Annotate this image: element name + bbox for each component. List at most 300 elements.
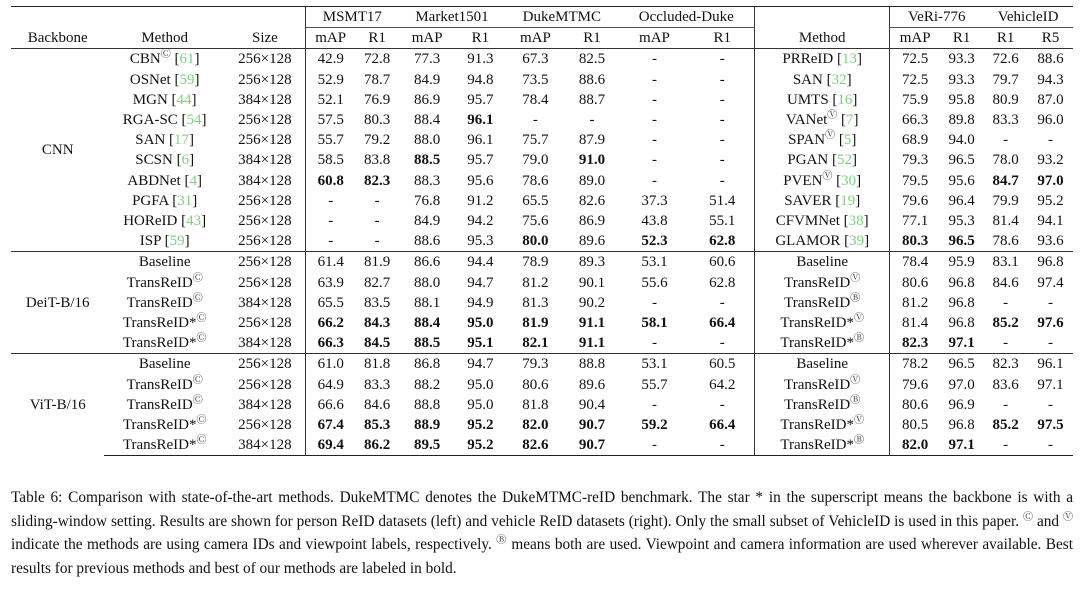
value-cell: 95.1 bbox=[467, 335, 494, 352]
table-row bbox=[11, 49, 1073, 70]
value-cell: 75.7 bbox=[522, 132, 549, 149]
value-cell: 55.7 bbox=[641, 376, 668, 393]
vehicle-value-cell: 85.2 bbox=[992, 315, 1019, 332]
value-cell: 79.3 bbox=[505, 354, 565, 375]
value-cell: 86.8 bbox=[399, 354, 456, 375]
metric-header: mAP bbox=[505, 28, 565, 49]
value-cell: 95.0 bbox=[467, 315, 494, 332]
method-cell bbox=[104, 395, 224, 415]
value-cell: 88.6 bbox=[414, 233, 441, 250]
method-name: HOReID bbox=[123, 213, 178, 230]
value-cell: - bbox=[691, 171, 755, 191]
vehicle-method-name: TransReID* bbox=[780, 315, 855, 332]
value-cell: - bbox=[651, 152, 657, 169]
vehicle-value-cell: 96.5 bbox=[948, 152, 975, 169]
vehicle-value-cell: 84.7 bbox=[992, 172, 1019, 189]
vehicle-method-name: TransReID bbox=[784, 376, 851, 393]
value-cell: - bbox=[691, 293, 755, 313]
value-cell: 91.2 bbox=[467, 192, 494, 209]
table-row bbox=[11, 110, 1073, 130]
table-row bbox=[11, 70, 1073, 90]
method-cell bbox=[104, 354, 224, 375]
value-cell: 88.9 bbox=[414, 417, 441, 434]
value-cell: 88.4 bbox=[414, 315, 441, 332]
vehicle-value-cell: 97.4 bbox=[1037, 274, 1064, 291]
value-cell: 81.9 bbox=[522, 315, 549, 332]
value-cell: - bbox=[618, 49, 690, 70]
value-cell: 88.8 bbox=[566, 354, 619, 375]
value-cell: 55.7 bbox=[317, 132, 344, 149]
vehicle-value-cell: 88.6 bbox=[1028, 49, 1073, 70]
value-cell: 80.3 bbox=[364, 112, 391, 129]
value-cell: 90.7 bbox=[578, 417, 606, 434]
method-name: SCSN bbox=[135, 152, 173, 169]
value-cell: - bbox=[691, 110, 755, 130]
vehicle-value-cell: 81.4 bbox=[890, 313, 940, 333]
citation-link[interactable]: 4 bbox=[189, 172, 197, 189]
size-cell: 256×128 bbox=[225, 375, 305, 395]
table-row bbox=[11, 90, 1073, 110]
size-cell: 256×128 bbox=[225, 70, 305, 90]
size-cell: 384×128 bbox=[225, 293, 305, 313]
value-cell: 73.5 bbox=[522, 71, 549, 88]
value-cell: 89.0 bbox=[578, 172, 606, 189]
table-row bbox=[11, 211, 1073, 231]
size-cell: 384×128 bbox=[225, 150, 305, 170]
vehicle-method-name: TransReID* bbox=[780, 335, 855, 352]
viewpoint-mark-icon: Ⓥ bbox=[854, 313, 865, 325]
results-table bbox=[11, 6, 1073, 456]
both-mark-icon: Ⓑ bbox=[850, 292, 861, 304]
vehicle-value-cell: 96.8 bbox=[948, 274, 975, 291]
vehicle-method-cell bbox=[755, 273, 890, 293]
method-cell: CBNⒸ [61] bbox=[104, 49, 224, 70]
table-row bbox=[11, 191, 1073, 211]
value-cell: 67.3 bbox=[505, 49, 565, 70]
vehicle-method-name: Baseline bbox=[796, 254, 849, 271]
value-cell: 79.2 bbox=[364, 132, 391, 149]
vehicle-value-cell: - bbox=[1048, 132, 1054, 149]
vehicle-value-cell: - bbox=[1048, 396, 1054, 413]
table-row bbox=[11, 435, 1073, 456]
citation-link[interactable]: 6 bbox=[181, 152, 190, 169]
value-cell: 81.3 bbox=[522, 294, 549, 311]
dataset-header: VeRi-776 bbox=[890, 7, 983, 28]
table-row bbox=[11, 375, 1073, 395]
value-cell: 95.3 bbox=[467, 233, 494, 250]
size-cell: 384×128 bbox=[225, 435, 305, 456]
citation-link[interactable]: 13 bbox=[842, 51, 857, 68]
value-cell: 80.0 bbox=[522, 233, 549, 250]
vehicle-value-cell: 97.1 bbox=[1037, 376, 1064, 393]
value-cell: 61.4 bbox=[305, 252, 355, 273]
vehicle-value-cell: 82.3 bbox=[890, 333, 940, 354]
dataset-header: Occluded-Duke bbox=[618, 7, 754, 28]
vehicle-method-name: PGAN bbox=[787, 152, 829, 169]
value-cell: 94.8 bbox=[467, 71, 494, 88]
value-cell: - bbox=[589, 112, 595, 129]
value-cell: - bbox=[374, 192, 380, 209]
value-cell: 53.1 bbox=[618, 354, 690, 375]
header-row-metrics bbox=[11, 28, 1073, 49]
value-cell: 91.1 bbox=[578, 335, 606, 352]
vehicle-value-cell: 96.5 bbox=[948, 233, 975, 250]
both-mark-icon: Ⓑ bbox=[850, 394, 861, 406]
vehicle-value-cell: 80.6 bbox=[890, 395, 940, 415]
value-cell: 77.3 bbox=[399, 49, 456, 70]
value-cell: 83.3 bbox=[364, 376, 391, 393]
method-header: Method bbox=[104, 28, 224, 49]
camera-mark-icon: Ⓒ bbox=[192, 292, 203, 304]
caption-text: Table 6: Comparison with state-of-the-art methods. DukeMTMC denotes the DukeMTMC-reID benchmark. The star * in the superscript means the backbone is with a sliding-window setting. Results are shown for person ReID datasets (left) and vehicle ReID datasets (right). Only the small subset of VehicleID is used in this paper. bbox=[11, 489, 1073, 530]
vehicle-method-cell bbox=[755, 375, 890, 395]
method-name: Baseline bbox=[138, 356, 191, 373]
vehicle-value-cell: 68.9 bbox=[890, 130, 940, 150]
value-cell: 84.3 bbox=[364, 315, 391, 332]
value-cell: 55.6 bbox=[641, 274, 668, 291]
value-cell: 37.3 bbox=[641, 192, 668, 209]
value-cell: - bbox=[691, 333, 755, 354]
vehicle-value-cell: 78.2 bbox=[890, 354, 940, 375]
method-cell: ABDNet [4] bbox=[127, 172, 202, 189]
vehicle-value-cell: - bbox=[983, 435, 1028, 456]
vehicle-value-cell: - bbox=[1003, 335, 1009, 352]
both-mark-icon: Ⓑ bbox=[854, 435, 865, 447]
table-row bbox=[11, 273, 1073, 293]
vehicle-value-cell: 96.8 bbox=[1028, 252, 1073, 273]
vehicle-value-cell: 94.0 bbox=[948, 132, 975, 149]
method-name: TransReID bbox=[126, 274, 193, 291]
value-cell: 78.9 bbox=[505, 252, 565, 273]
value-cell: 51.4 bbox=[691, 191, 755, 211]
citation-link[interactable]: 54 bbox=[186, 112, 202, 129]
method-cell: ISP [59] bbox=[139, 233, 190, 250]
dataset-header: DukeMTMC bbox=[505, 7, 618, 28]
header-row-datasets bbox=[11, 7, 1073, 28]
table-row bbox=[11, 415, 1073, 435]
value-cell: 91.1 bbox=[578, 315, 606, 332]
value-cell: 88.5 bbox=[414, 152, 441, 169]
size-cell: 256×128 bbox=[225, 231, 305, 252]
value-cell: 62.8 bbox=[691, 231, 755, 252]
method-name: TransReID bbox=[126, 294, 193, 311]
vehicle-value-cell: 93.3 bbox=[940, 49, 983, 70]
value-cell: 57.5 bbox=[317, 112, 344, 129]
size-cell: 384×128 bbox=[225, 333, 305, 354]
citation-link[interactable]: 61 bbox=[179, 51, 195, 68]
value-cell: 52.9 bbox=[317, 71, 344, 88]
citation-link[interactable]: 30 bbox=[841, 172, 857, 189]
value-cell: 78.6 bbox=[522, 172, 549, 189]
method-name: OSNet bbox=[129, 71, 171, 88]
method-header-right: Method bbox=[755, 28, 890, 49]
vehicle-method-name: GLAMOR bbox=[775, 233, 841, 250]
method-cell bbox=[104, 415, 224, 435]
viewpoint-mark-icon: Ⓥ bbox=[850, 272, 861, 284]
vehicle-method-name: CFVMNet bbox=[775, 213, 840, 230]
both-mark-icon: Ⓑ bbox=[496, 534, 507, 546]
size-header: Size bbox=[225, 28, 305, 49]
value-cell: 42.9 bbox=[305, 49, 355, 70]
value-cell: 95.7 bbox=[467, 152, 494, 169]
camera-mark-icon: Ⓒ bbox=[196, 313, 207, 325]
vehicle-method-cell: SPANⓋ [5] bbox=[755, 130, 890, 150]
table-row bbox=[11, 171, 1073, 191]
vehicle-value-cell: 72.5 bbox=[890, 70, 940, 90]
citation-link[interactable]: 7 bbox=[846, 112, 854, 129]
method-cell: RGA-SC [54] bbox=[122, 112, 207, 129]
viewpoint-mark-icon: Ⓥ bbox=[854, 415, 865, 427]
size-cell: 384×128 bbox=[225, 90, 305, 110]
citation-link[interactable]: 52 bbox=[837, 152, 852, 169]
value-cell: 96.1 bbox=[467, 112, 494, 129]
method-cell bbox=[104, 252, 224, 273]
method-name: TransReID bbox=[126, 396, 193, 413]
method-cell: SAN [17] bbox=[135, 132, 195, 149]
camera-mark-icon: Ⓒ bbox=[192, 394, 203, 406]
value-cell: 60.8 bbox=[317, 172, 344, 189]
size-cell: 256×128 bbox=[225, 110, 305, 130]
value-cell: 60.5 bbox=[691, 354, 755, 375]
caption-text: means both are used. Viewpoint and camera information are used wherever available. Best results for previous methods and best of our methods are labeled in bold. bbox=[11, 536, 1074, 577]
table-row bbox=[11, 354, 1073, 375]
citation-link[interactable]: 39 bbox=[849, 233, 865, 250]
table-row bbox=[11, 333, 1073, 354]
value-cell: 66.4 bbox=[691, 313, 755, 333]
viewpoint-mark-icon: Ⓥ bbox=[825, 130, 836, 142]
value-cell: 94.7 bbox=[467, 274, 494, 291]
vehicle-value-cell: 96.9 bbox=[948, 396, 975, 413]
table-row bbox=[11, 130, 1073, 150]
size-cell: 256×128 bbox=[225, 252, 305, 273]
value-cell: 88.3 bbox=[414, 172, 441, 189]
vehicle-value-cell: 96.5 bbox=[940, 354, 983, 375]
vehicle-value-cell: 75.9 bbox=[890, 90, 940, 110]
table-row bbox=[11, 231, 1073, 252]
citation-link[interactable]: 32 bbox=[831, 71, 847, 88]
value-cell: 80.6 bbox=[522, 376, 549, 393]
vehicle-value-cell: 79.7 bbox=[992, 71, 1019, 88]
vehicle-method-cell bbox=[755, 435, 890, 456]
value-cell: 82.3 bbox=[364, 172, 391, 189]
size-cell: 256×128 bbox=[225, 211, 305, 231]
value-cell: 82.7 bbox=[364, 274, 391, 291]
value-cell: - bbox=[618, 435, 690, 456]
vehicle-value-cell: 80.6 bbox=[890, 273, 940, 293]
size-cell: 256×128 bbox=[225, 415, 305, 435]
method-name: RGA-SC bbox=[122, 112, 178, 129]
vehicle-value-cell: 84.6 bbox=[992, 274, 1019, 291]
value-cell: 91.0 bbox=[578, 152, 606, 169]
vehicle-value-cell: 66.3 bbox=[890, 110, 940, 130]
vehicle-value-cell: 79.5 bbox=[890, 171, 940, 191]
citation-link[interactable]: 43 bbox=[186, 213, 202, 230]
value-cell: 82.6 bbox=[505, 435, 565, 456]
vehicle-value-cell: 96.0 bbox=[1037, 112, 1064, 129]
value-cell: - bbox=[532, 112, 538, 129]
vehicle-value-cell: - bbox=[1003, 132, 1009, 149]
table-row bbox=[11, 150, 1073, 170]
citation-link[interactable]: 59 bbox=[179, 71, 195, 88]
vehicle-value-cell: 81.4 bbox=[992, 213, 1019, 230]
value-cell: - bbox=[651, 172, 657, 189]
citation-link[interactable]: 16 bbox=[837, 91, 853, 108]
vehicle-method-cell bbox=[755, 313, 890, 333]
method-cell: MGN [44] bbox=[132, 91, 197, 108]
size-cell: 384×128 bbox=[225, 395, 305, 415]
vehicle-method-cell bbox=[755, 293, 890, 313]
value-cell: 84.5 bbox=[364, 335, 391, 352]
metric-header: R1 bbox=[983, 28, 1028, 49]
method-name: ABDNet bbox=[127, 172, 181, 189]
size-cell: 256×128 bbox=[225, 191, 305, 211]
value-cell: 76.8 bbox=[414, 192, 441, 209]
metric-header: mAP bbox=[890, 28, 940, 49]
value-cell: 52.3 bbox=[641, 233, 668, 250]
vehicle-value-cell: - bbox=[1003, 294, 1009, 311]
value-cell: 94.2 bbox=[467, 213, 494, 230]
value-cell: - bbox=[651, 396, 657, 413]
vehicle-value-cell: 97.6 bbox=[1037, 315, 1064, 332]
vehicle-method-name: SPAN bbox=[788, 132, 826, 149]
table-row bbox=[11, 395, 1073, 415]
value-cell: - bbox=[651, 132, 657, 149]
metric-header: R1 bbox=[356, 28, 399, 49]
dataset-header: Market1501 bbox=[399, 7, 505, 28]
method-name: TransReID* bbox=[122, 315, 197, 332]
citation-link[interactable]: 59 bbox=[169, 233, 185, 250]
value-cell: - bbox=[651, 71, 657, 88]
citation-link[interactable]: 38 bbox=[848, 213, 864, 230]
metric-header: R1 bbox=[566, 28, 619, 49]
vehicle-value-cell: 94.1 bbox=[1037, 213, 1064, 230]
citation-link[interactable]: 5 bbox=[843, 132, 852, 149]
value-cell: 94.7 bbox=[456, 354, 506, 375]
vehicle-value-cell: 80.5 bbox=[890, 415, 940, 435]
value-cell: 89.3 bbox=[566, 252, 619, 273]
value-cell: - bbox=[328, 233, 334, 250]
method-cell bbox=[104, 333, 224, 354]
value-cell: - bbox=[691, 49, 755, 70]
method-name: SAN bbox=[135, 132, 166, 149]
vehicle-value-cell: 96.1 bbox=[1028, 354, 1073, 375]
citation-link[interactable]: 31 bbox=[177, 192, 193, 209]
vehicle-value-cell: 82.0 bbox=[890, 435, 940, 456]
value-cell: 66.4 bbox=[691, 415, 755, 435]
value-cell: 63.9 bbox=[317, 274, 344, 291]
method-cell bbox=[104, 435, 224, 456]
value-cell: 59.2 bbox=[641, 417, 668, 434]
value-cell: 43.8 bbox=[641, 213, 668, 230]
value-cell: 81.8 bbox=[522, 396, 549, 413]
method-name: CBN bbox=[129, 51, 161, 68]
value-cell: 58.5 bbox=[317, 152, 344, 169]
vehicle-value-cell: 95.8 bbox=[948, 91, 975, 108]
backbone-header: Backbone bbox=[11, 28, 104, 49]
value-cell: 81.2 bbox=[522, 274, 549, 291]
vehicle-value-cell: - bbox=[1028, 435, 1073, 456]
value-cell: 81.8 bbox=[356, 354, 399, 375]
value-cell: 60.6 bbox=[691, 252, 755, 273]
vehicle-method-cell: PGAN [52] bbox=[755, 150, 890, 170]
value-cell: - bbox=[691, 435, 755, 456]
value-cell: 66.3 bbox=[317, 335, 344, 352]
value-cell: 95.2 bbox=[456, 435, 506, 456]
value-cell: 78.7 bbox=[364, 71, 391, 88]
vehicle-method-cell bbox=[755, 395, 890, 415]
vehicle-method-name: TransReID bbox=[784, 396, 851, 413]
value-cell: 88.5 bbox=[414, 335, 441, 352]
vehicle-value-cell: 79.9 bbox=[992, 192, 1019, 209]
value-cell: 76.9 bbox=[364, 91, 391, 108]
backbone-cell: CNN bbox=[11, 49, 104, 252]
method-cell bbox=[104, 313, 224, 333]
method-cell: HOReID [43] bbox=[123, 213, 207, 230]
vehicle-method-name: PVEN bbox=[783, 172, 823, 189]
value-cell: - bbox=[691, 150, 755, 170]
both-mark-icon: Ⓑ bbox=[854, 333, 865, 345]
value-cell: 53.1 bbox=[618, 252, 690, 273]
citation-link[interactable]: 19 bbox=[840, 192, 856, 209]
size-cell: 256×128 bbox=[225, 273, 305, 293]
caption-text: indicate the methods are using camera IDs and viewpoint labels, respectively. bbox=[11, 536, 492, 553]
value-cell: 85.3 bbox=[364, 417, 391, 434]
vehicle-value-cell: 94.3 bbox=[1037, 71, 1064, 88]
vehicle-method-cell: CFVMNet [38] bbox=[755, 211, 890, 231]
value-cell: 89.6 bbox=[578, 233, 606, 250]
method-name: TransReID* bbox=[122, 417, 197, 434]
vehicle-value-cell: 83.1 bbox=[983, 252, 1028, 273]
value-cell: 88.0 bbox=[414, 132, 441, 149]
vehicle-value-cell: 81.2 bbox=[890, 293, 940, 313]
value-cell: 69.4 bbox=[305, 435, 355, 456]
vehicle-value-cell: 96.8 bbox=[948, 315, 975, 332]
citation-link[interactable]: 17 bbox=[174, 132, 190, 149]
vehicle-method-cell bbox=[755, 354, 890, 375]
table-row bbox=[11, 293, 1073, 313]
value-cell: 82.1 bbox=[522, 335, 549, 352]
metric-header: mAP bbox=[399, 28, 456, 49]
vehicle-value-cell: 95.2 bbox=[1037, 192, 1064, 209]
metric-header: R1 bbox=[940, 28, 983, 49]
vehicle-value-cell: 97.0 bbox=[1037, 172, 1064, 189]
citation-link[interactable]: 44 bbox=[176, 91, 192, 108]
value-cell: 84.6 bbox=[364, 396, 391, 413]
vehicle-value-cell: 97.1 bbox=[948, 335, 975, 352]
vehicle-value-cell: - bbox=[1048, 294, 1054, 311]
camera-mark-icon: Ⓒ bbox=[192, 374, 203, 386]
value-cell: 82.0 bbox=[522, 417, 549, 434]
vehicle-value-cell: - bbox=[1003, 396, 1009, 413]
method-name: TransReID bbox=[126, 376, 193, 393]
metric-header: R1 bbox=[691, 28, 755, 49]
vehicle-value-cell: - bbox=[1048, 335, 1054, 352]
value-cell: 89.5 bbox=[399, 435, 456, 456]
vehicle-method-name: PRReID bbox=[782, 51, 834, 68]
value-cell: 88.0 bbox=[414, 274, 441, 291]
camera-mark-icon: Ⓒ bbox=[192, 272, 203, 284]
vehicle-method-name: SAN bbox=[792, 71, 823, 88]
value-cell: - bbox=[691, 90, 755, 110]
method-name: MGN bbox=[132, 91, 168, 108]
value-cell: 86.2 bbox=[356, 435, 399, 456]
value-cell: 83.5 bbox=[364, 294, 391, 311]
vehicle-method-name: Baseline bbox=[796, 356, 849, 373]
vehicle-method-cell: SAN [32] bbox=[755, 70, 890, 90]
value-cell: 88.2 bbox=[414, 376, 441, 393]
value-cell: 79.0 bbox=[522, 152, 549, 169]
method-cell: PGFA [31] bbox=[132, 192, 198, 209]
